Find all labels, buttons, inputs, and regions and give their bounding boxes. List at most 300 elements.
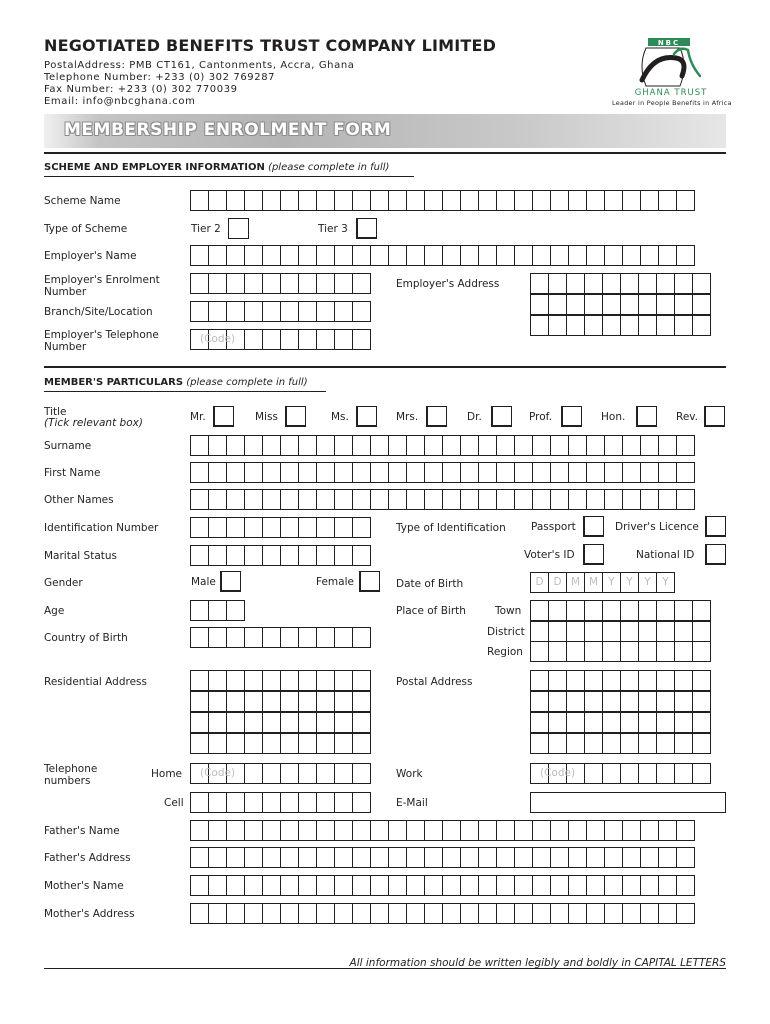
postal-address-row[interactable] [530,691,710,712]
email-input[interactable] [530,792,726,813]
char-box[interactable] [638,315,657,336]
char-box[interactable] [226,733,245,754]
char-box[interactable] [208,875,227,896]
char-box[interactable] [316,875,335,896]
char-box[interactable] [674,621,693,642]
char-box[interactable] [514,903,533,924]
char-box[interactable] [298,462,317,483]
mothers-address-input[interactable] [190,903,694,924]
char-box[interactable] [208,627,227,648]
char-box[interactable] [244,733,263,754]
char-box[interactable] [316,792,335,813]
char-box[interactable] [530,273,549,294]
char-box[interactable] [280,462,299,483]
char-box[interactable] [262,489,281,510]
cell-phone-input[interactable] [190,792,370,813]
char-box[interactable] [298,329,317,350]
char-box[interactable] [208,462,227,483]
char-box[interactable] [226,545,245,566]
char-box[interactable] [658,435,677,456]
char-box[interactable] [316,733,335,754]
char-box[interactable] [442,462,461,483]
char-box[interactable] [244,545,263,566]
char-box[interactable] [514,190,533,211]
char-box[interactable] [530,670,549,691]
char-box[interactable] [190,600,209,621]
char-box[interactable] [352,875,371,896]
region-input[interactable] [530,641,710,662]
char-box[interactable] [530,641,549,662]
char-box[interactable] [586,190,605,211]
char-box[interactable] [244,875,263,896]
char-box[interactable] [316,903,335,924]
char-box[interactable] [460,903,479,924]
char-box[interactable] [620,315,639,336]
employer-address-row[interactable] [530,273,710,294]
char-box[interactable] [280,903,299,924]
char-box[interactable] [622,245,641,266]
char-box[interactable] [280,763,299,784]
char-box[interactable] [566,315,585,336]
char-box[interactable] [280,627,299,648]
char-box[interactable] [692,733,711,754]
char-box[interactable] [530,712,549,733]
char-box[interactable] [424,489,443,510]
char-box[interactable] [584,670,603,691]
char-box[interactable] [316,517,335,538]
char-box[interactable] [388,435,407,456]
char-box[interactable] [262,273,281,294]
char-box[interactable] [352,462,371,483]
char-box[interactable] [244,627,263,648]
char-box[interactable] [262,517,281,538]
title-prof-checkbox[interactable] [561,406,582,427]
char-box[interactable] [298,903,317,924]
char-box[interactable] [676,489,695,510]
char-box[interactable] [586,903,605,924]
char-box[interactable] [352,301,371,322]
char-box[interactable] [226,820,245,841]
char-box[interactable] [692,670,711,691]
char-box[interactable] [622,820,641,841]
char-box[interactable] [316,627,335,648]
char-box[interactable] [692,294,711,315]
char-box[interactable] [656,712,675,733]
char-box[interactable] [190,691,209,712]
char-box[interactable] [622,190,641,211]
date-of-birth-input[interactable] [530,572,674,593]
char-box[interactable] [406,875,425,896]
char-box[interactable] [262,435,281,456]
employer-enrolment-input[interactable] [190,273,370,294]
char-box[interactable] [226,301,245,322]
char-box[interactable] [530,733,549,754]
char-box[interactable] [298,489,317,510]
char-box[interactable] [352,903,371,924]
dob-box[interactable] [548,572,567,593]
char-box[interactable] [674,712,693,733]
char-box[interactable] [190,627,209,648]
char-box[interactable] [424,903,443,924]
char-box[interactable] [548,294,567,315]
char-box[interactable] [548,315,567,336]
char-box[interactable] [460,245,479,266]
char-box[interactable] [334,691,353,712]
char-box[interactable] [244,712,263,733]
dob-box[interactable] [530,572,549,593]
char-box[interactable] [334,273,353,294]
dob-box[interactable] [638,572,657,593]
char-box[interactable] [566,273,585,294]
char-box[interactable] [352,763,371,784]
char-box[interactable] [658,875,677,896]
char-box[interactable] [280,545,299,566]
char-box[interactable] [566,621,585,642]
char-box[interactable] [244,517,263,538]
char-box[interactable] [638,621,657,642]
char-box[interactable] [388,847,407,868]
char-box[interactable] [280,190,299,211]
char-box[interactable] [604,875,623,896]
char-box[interactable] [262,691,281,712]
char-box[interactable] [604,489,623,510]
char-box[interactable] [640,190,659,211]
char-box[interactable] [530,691,549,712]
char-box[interactable] [226,273,245,294]
char-box[interactable] [548,670,567,691]
char-box[interactable] [262,903,281,924]
char-box[interactable] [548,600,567,621]
char-box[interactable] [424,820,443,841]
char-box[interactable] [208,712,227,733]
char-box[interactable] [406,190,425,211]
char-box[interactable] [226,517,245,538]
char-box[interactable] [424,190,443,211]
char-box[interactable] [262,245,281,266]
char-box[interactable] [514,820,533,841]
char-box[interactable] [676,435,695,456]
char-box[interactable] [620,733,639,754]
char-box[interactable] [370,847,389,868]
char-box[interactable] [334,847,353,868]
char-box[interactable] [262,792,281,813]
char-box[interactable] [496,875,515,896]
char-box[interactable] [262,712,281,733]
char-box[interactable] [226,462,245,483]
char-box[interactable] [530,315,549,336]
char-box[interactable] [334,733,353,754]
char-box[interactable] [658,190,677,211]
female-checkbox[interactable] [359,571,380,592]
char-box[interactable] [262,820,281,841]
char-box[interactable] [602,315,621,336]
char-box[interactable] [280,670,299,691]
char-box[interactable] [584,315,603,336]
char-box[interactable] [208,691,227,712]
char-box[interactable] [280,820,299,841]
char-box[interactable] [262,670,281,691]
char-box[interactable] [478,820,497,841]
title-ms-checkbox[interactable] [356,406,377,427]
char-box[interactable] [584,294,603,315]
char-box[interactable] [316,545,335,566]
char-box[interactable] [604,435,623,456]
district-input[interactable] [530,621,710,642]
char-box[interactable] [190,517,209,538]
char-box[interactable] [190,245,209,266]
char-box[interactable] [530,621,549,642]
char-box[interactable] [496,245,515,266]
char-box[interactable] [566,670,585,691]
char-box[interactable] [280,792,299,813]
char-box[interactable] [190,875,209,896]
char-box[interactable] [352,792,371,813]
char-box[interactable] [638,600,657,621]
char-box[interactable] [622,435,641,456]
char-box[interactable] [280,712,299,733]
char-box[interactable] [656,294,675,315]
char-box[interactable] [244,462,263,483]
surname-input[interactable] [190,435,694,456]
char-box[interactable] [424,462,443,483]
char-box[interactable] [280,733,299,754]
char-box[interactable] [602,273,621,294]
char-box[interactable] [460,489,479,510]
char-box[interactable] [568,903,587,924]
char-box[interactable] [190,847,209,868]
char-box[interactable] [568,489,587,510]
char-box[interactable] [638,273,657,294]
char-box[interactable] [280,847,299,868]
passport-checkbox[interactable] [583,516,604,537]
char-box[interactable] [584,763,603,784]
char-box[interactable] [566,712,585,733]
char-box[interactable] [244,245,263,266]
char-box[interactable] [244,670,263,691]
char-box[interactable] [298,627,317,648]
char-box[interactable] [478,489,497,510]
char-box[interactable] [532,847,551,868]
char-box[interactable] [352,329,371,350]
char-box[interactable] [638,294,657,315]
char-box[interactable] [532,489,551,510]
char-box[interactable] [692,712,711,733]
char-box[interactable] [622,875,641,896]
char-box[interactable] [640,847,659,868]
char-box[interactable] [620,691,639,712]
char-box[interactable] [514,462,533,483]
char-box[interactable] [316,847,335,868]
char-box[interactable] [298,301,317,322]
scheme-name-input[interactable] [190,190,694,211]
char-box[interactable] [406,820,425,841]
char-box[interactable] [442,847,461,868]
char-box[interactable] [640,245,659,266]
char-box[interactable] [692,621,711,642]
char-box[interactable] [514,435,533,456]
residential-address-row[interactable] [190,733,370,754]
char-box[interactable] [298,190,317,211]
char-box[interactable] [622,489,641,510]
char-box[interactable] [548,641,567,662]
char-box[interactable] [656,315,675,336]
char-box[interactable] [208,847,227,868]
char-box[interactable] [316,462,335,483]
residential-address-row[interactable] [190,712,370,733]
char-box[interactable] [424,875,443,896]
char-box[interactable] [190,489,209,510]
char-box[interactable] [514,489,533,510]
char-box[interactable] [352,691,371,712]
char-box[interactable] [262,545,281,566]
char-box[interactable] [226,190,245,211]
char-box[interactable] [584,712,603,733]
char-box[interactable] [208,670,227,691]
char-box[interactable] [658,245,677,266]
first-name-input[interactable] [190,462,694,483]
branch-input[interactable] [190,301,370,322]
char-box[interactable] [676,847,695,868]
char-box[interactable] [674,763,693,784]
char-box[interactable] [550,190,569,211]
char-box[interactable] [566,600,585,621]
employer-address-row[interactable] [530,315,710,336]
title-dr-checkbox[interactable] [491,406,512,427]
char-box[interactable] [226,691,245,712]
char-box[interactable] [460,462,479,483]
char-box[interactable] [388,489,407,510]
char-box[interactable] [550,903,569,924]
char-box[interactable] [656,641,675,662]
char-box[interactable] [226,245,245,266]
char-box[interactable] [442,435,461,456]
char-box[interactable] [352,670,371,691]
char-box[interactable] [640,462,659,483]
char-box[interactable] [298,763,317,784]
char-box[interactable] [244,763,263,784]
char-box[interactable] [280,245,299,266]
char-box[interactable] [334,329,353,350]
char-box[interactable] [692,600,711,621]
char-box[interactable] [334,903,353,924]
char-box[interactable] [208,600,227,621]
char-box[interactable] [190,545,209,566]
char-box[interactable] [532,903,551,924]
char-box[interactable] [244,792,263,813]
char-box[interactable] [602,691,621,712]
char-box[interactable] [280,875,299,896]
char-box[interactable] [656,763,675,784]
char-box[interactable] [496,847,515,868]
char-box[interactable] [244,691,263,712]
char-box[interactable] [692,315,711,336]
char-box[interactable] [262,190,281,211]
char-box[interactable] [406,903,425,924]
char-box[interactable] [568,190,587,211]
char-box[interactable] [316,712,335,733]
char-box[interactable] [442,190,461,211]
char-box[interactable] [586,245,605,266]
char-box[interactable] [370,435,389,456]
char-box[interactable] [370,190,389,211]
char-box[interactable] [190,273,209,294]
char-box[interactable] [620,641,639,662]
char-box[interactable] [602,621,621,642]
char-box[interactable] [658,903,677,924]
char-box[interactable] [496,820,515,841]
char-box[interactable] [316,820,335,841]
char-box[interactable] [602,670,621,691]
town-input[interactable] [530,600,710,621]
dob-box[interactable] [584,572,603,593]
char-box[interactable] [584,600,603,621]
residential-address-row[interactable] [190,670,370,691]
char-box[interactable] [602,600,621,621]
char-box[interactable] [602,733,621,754]
char-box[interactable] [334,489,353,510]
char-box[interactable] [692,691,711,712]
char-box[interactable] [424,847,443,868]
char-box[interactable] [674,273,693,294]
char-box[interactable] [406,245,425,266]
char-box[interactable] [676,245,695,266]
char-box[interactable] [190,435,209,456]
voters-id-checkbox[interactable] [583,544,604,565]
char-box[interactable] [622,903,641,924]
char-box[interactable] [550,245,569,266]
char-box[interactable] [244,820,263,841]
char-box[interactable] [604,903,623,924]
char-box[interactable] [280,301,299,322]
char-box[interactable] [514,875,533,896]
char-box[interactable] [208,545,227,566]
char-box[interactable] [262,875,281,896]
char-box[interactable] [208,301,227,322]
char-box[interactable] [298,733,317,754]
char-box[interactable] [262,733,281,754]
char-box[interactable] [676,903,695,924]
char-box[interactable] [262,627,281,648]
char-box[interactable] [226,792,245,813]
char-box[interactable] [190,712,209,733]
tier3-checkbox[interactable] [356,218,377,239]
char-box[interactable] [226,489,245,510]
char-box[interactable] [566,294,585,315]
char-box[interactable] [406,462,425,483]
char-box[interactable] [208,903,227,924]
char-box[interactable] [620,294,639,315]
char-box[interactable] [208,489,227,510]
char-box[interactable] [208,190,227,211]
char-box[interactable] [496,190,515,211]
country-of-birth-input[interactable] [190,627,370,648]
char-box[interactable] [586,462,605,483]
char-box[interactable] [334,462,353,483]
char-box[interactable] [316,489,335,510]
identification-number-input[interactable] [190,517,370,538]
char-box[interactable] [208,517,227,538]
char-box[interactable] [584,273,603,294]
char-box[interactable] [370,462,389,483]
char-box[interactable] [190,820,209,841]
char-box[interactable] [620,621,639,642]
char-box[interactable] [262,301,281,322]
char-box[interactable] [620,763,639,784]
char-box[interactable] [316,691,335,712]
char-box[interactable] [280,691,299,712]
mothers-name-input[interactable] [190,875,694,896]
char-box[interactable] [478,875,497,896]
